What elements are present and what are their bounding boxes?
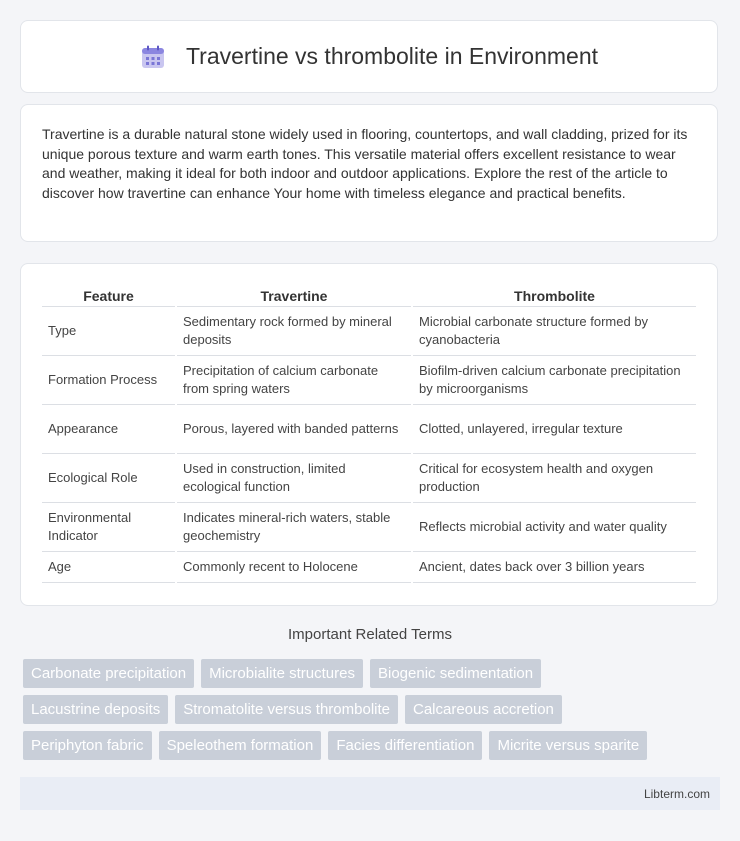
table-cell: Commonly recent to Holocene	[177, 552, 411, 583]
term-tag[interactable]: Stromatolite versus thrombolite	[175, 695, 398, 724]
column-header: Travertine	[177, 284, 411, 307]
table-cell: Reflects microbial activity and water quality	[413, 503, 696, 552]
table-cell: Ancient, dates back over 3 billion years	[413, 552, 696, 583]
term-tag[interactable]: Carbonate precipitation	[23, 659, 194, 688]
table-row	[42, 454, 696, 503]
column-header: Feature	[42, 284, 175, 307]
page-title: Travertine vs thrombolite in Environment	[185, 43, 599, 69]
table-row	[42, 307, 696, 356]
table-cell: Sedimentary rock formed by mineral deposits	[177, 307, 411, 356]
table-cell: Type	[42, 307, 175, 356]
table-cell: Indicates mineral-rich waters, stable geochemistry	[177, 503, 411, 552]
table-cell: Precipitation of calcium carbonate from spring waters	[177, 356, 411, 405]
intro-text: Travertine is a durable natural stone widely used in flooring, countertops, and wall cladding, prized for its unique porous texture and warm earth tones. This versatile material offers excellent resistance to wear and weather, making it ideal for both indoor and outdoor applications. Explore the rest of the article to discover how travertine can enhance Your home with timeless elegance and practical benefits.	[42, 126, 688, 201]
table-row	[42, 552, 696, 583]
table-cell: Biofilm-driven calcium carbonate precipitation by microorganisms	[413, 356, 696, 405]
table-cell: Clotted, unlayered, irregular texture	[413, 405, 696, 454]
table-cell: Age	[42, 552, 175, 583]
related-terms-title: Important Related Terms	[288, 626, 452, 643]
term-tag[interactable]: Calcareous accretion	[405, 695, 562, 724]
table-row	[42, 405, 696, 454]
comparison-table	[40, 284, 698, 583]
footer-site-link[interactable]: Libterm.com	[643, 786, 710, 801]
term-tag[interactable]: Biogenic sedimentation	[370, 659, 541, 688]
term-tag[interactable]: Microbialite structures	[201, 659, 363, 688]
calendar-icon	[140, 44, 166, 70]
column-header: Thrombolite	[413, 284, 696, 307]
table-cell: Formation Process	[42, 356, 175, 405]
table-cell: Used in construction, limited ecological function	[177, 454, 411, 503]
table-cell: Porous, layered with banded patterns	[177, 405, 411, 454]
related-terms-list	[23, 659, 713, 767]
term-tag[interactable]: Speleothem formation	[159, 731, 322, 760]
table-cell: Ecological Role	[42, 454, 175, 503]
table-cell: Critical for ecosystem health and oxygen production	[413, 454, 696, 503]
table-header-row	[42, 284, 696, 307]
term-tag[interactable]: Periphyton fabric	[23, 731, 152, 760]
tag-row	[23, 695, 713, 724]
table-cell: Appearance	[42, 405, 175, 454]
comparison-table-card	[20, 263, 718, 606]
table-cell: Environmental Indicator	[42, 503, 175, 552]
table-cell: Microbial carbonate structure formed by cyanobacteria	[413, 307, 696, 356]
table-row	[42, 356, 696, 405]
tag-row	[23, 659, 713, 688]
term-tag[interactable]: Micrite versus sparite	[489, 731, 647, 760]
footer	[20, 777, 720, 810]
term-tag[interactable]: Facies differentiation	[328, 731, 482, 760]
tag-row	[23, 731, 713, 760]
header-card	[20, 20, 718, 93]
intro-card	[20, 104, 718, 242]
term-tag[interactable]: Lacustrine deposits	[23, 695, 168, 724]
table-row	[42, 503, 696, 552]
